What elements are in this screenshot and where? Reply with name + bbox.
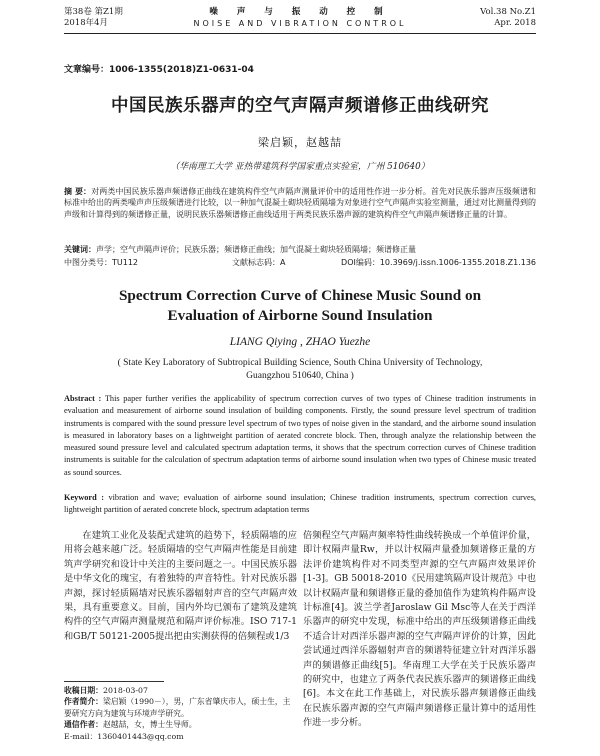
- header-right: [480, 7, 536, 29]
- doi: DOI编码：10.3969/j.issn.1006-1355.2018.Z1.136: [341, 258, 536, 267]
- chinese-authors: 梁启颖，赵越喆: [258, 136, 342, 149]
- chinese-abstract-label: 摘 要：: [64, 187, 92, 196]
- received-value: 2018-03-07: [102, 686, 148, 695]
- english-affiliation: [88, 357, 512, 383]
- chinese-abstract: [64, 186, 536, 220]
- document-code: 文献标志码：A: [232, 258, 286, 267]
- body-column-left: [64, 529, 297, 644]
- english-abstract: [64, 393, 536, 479]
- journal-name-cn: 噪 声 与 振 动 控 制: [209, 7, 391, 17]
- footnote-rule: [64, 681, 164, 682]
- header-center: [165, 7, 435, 29]
- header-rule: [64, 33, 536, 34]
- contact-value: 赵越喆，女，博士生导师。: [102, 720, 197, 730]
- body-column-right: [303, 529, 536, 731]
- chinese-abstract-text: 对两类中国民族乐器声频谱修正曲线在建筑构件空气声隔声测量评价中的适用性作进一步分析。首先对民族乐器声压级频谱和标准中给出的两类噪声声压级频谱进行比较，以一种加气混凝土砌块轻质隔墙为对象进行空气声隔声实验室测量，通过对比测量得到的声级和计算得到的频谱修正量，说明民族乐器频谱修正曲线适用于两类民族乐器声源的建筑构件空气声隔声频谱修正量的计算。: [64, 187, 536, 219]
- author-bio: [64, 696, 298, 719]
- clc-number: 中图分类号：TU112: [64, 258, 139, 267]
- journal-name-en: NOISE AND VIBRATION CONTROL: [193, 19, 407, 28]
- chinese-keywords-label: 关键词：: [64, 245, 96, 254]
- english-affiliation-line1: ( State Key Laboratory of Subtropical Building Science, South China University of Technology,: [117, 358, 483, 368]
- chinese-keywords: [64, 244, 536, 255]
- email: [64, 731, 298, 742]
- english-authors: LIANG Qiying , ZHAO Yuezhe: [229, 336, 371, 348]
- issue-date: 2018年4月: [64, 18, 109, 28]
- email-label: E-mail：: [64, 731, 98, 741]
- received-date: [64, 685, 298, 696]
- english-title-line1: Spectrum Correction Curve of Chinese Music Sound on: [118, 287, 482, 304]
- volume-issue-en: Vol.38 No.Z1: [480, 7, 536, 17]
- english-keywords: [64, 492, 536, 517]
- running-header: [0, 7, 600, 35]
- contact-label: 通信作者：: [64, 720, 103, 730]
- article-number: 文章编号：1006-1355(2018)Z1-0631-04: [64, 65, 254, 75]
- english-title-line2: Evaluation of Airborne Sound Insulation: [167, 307, 433, 324]
- body-paragraph-continued: 倍频程空气声隔声频率特性曲线转换成一个单值评价量，即计权隔声量Rw，并以计权隔声量叠加频谱修正量的方法评价建筑构件对不同类型声源的空气声隔声效果评价[1-3]。GB 50018-2010《民用建筑隔声设计规范》中也以计权隔声量和频谱修正量的叠加值作为建筑构件隔声设计标准[4]。波兰学者Jaroslaw Gil Msc等人在关于西洋乐器声的研究中发现，标准中给出的声压级频谱修正曲线不适合计对西洋乐器声源的空气声隔声评价的计算，因此尝试通过西洋乐器辐射声音的频谱特征建立针对西洋乐器声的频谱修正曲线[5]。华南理工大学在关于民族乐器声的研究中，也建立了两条代表民族乐器声的频谱修正曲线[6]。本文在此工作基础上，对民族乐器声频谱修正曲线在民族乐器声源的空气声隔声频谱修正量计算中的适用性作进一步分析。: [303, 530, 536, 729]
- footnote: [64, 685, 298, 742]
- english-affiliation-line2: Guangzhou 510640, China ): [246, 371, 354, 381]
- email-value: 1360401443@qq.com: [97, 731, 184, 741]
- corresponding-author: [64, 719, 298, 730]
- issue-date-en: Apr. 2018: [494, 18, 536, 28]
- header-left: [64, 7, 123, 29]
- chinese-affiliation: （华南理工大学 亚热带建筑科学国家重点实验室，广州 510640）: [170, 162, 430, 172]
- author-bio-value: 梁启颖（1990－），男，广东省肇庆市人，硕士生，主要研究方向为建筑与环境声学研究。: [64, 697, 291, 718]
- english-abstract-text: This paper further verifies the applicability of spectrum correction curves of two types of Chinese tradition instruments in evaluation and measurement of airborne sound insulation of building components. Firstly, the sound pressure level spectrum of tradition instruments is compared with the sound pressure level spectrum of two types of noise given in the standard, and the airborne sound insulation is measured in laboratory bases on a lightweight partition of aerated concrete block. Then, through analyze the relationship between the measured sound pressure level and calculated spectrum adaptation terms, it shows that the spectrum correction curves of Chinese tradition instruments is suitable for the calculation of spectrum adaptation terms of airborne sound insulation when two types of Chinese music treated as sound sources.: [64, 394, 537, 477]
- english-keywords-label: Keyword :: [64, 493, 104, 502]
- english-abstract-label: Abstract :: [64, 394, 102, 403]
- volume-issue: 第38卷 第Z1期: [64, 7, 123, 17]
- body-paragraph: 在建筑工业化及装配式建筑的趋势下，轻质隔墙的应用将会越来越广泛。轻质隔墙的空气声隔声性能是目前建筑声学研究和设计中关注的主要问题之一。中国民族乐器是中华文化的瑰宝，有着独特的声音特性。针对民族乐器声源，探讨轻质隔墙对民族乐器辐射声音的空气声隔声效果，具有重要意义。目前，国内外均已颁布了建筑及建筑构件的空气声隔声测量规范和隔声评价标准。ISO 717-1和GB/T 50121-2005提出把由实测获得的倍频程或1/3: [64, 530, 297, 642]
- author-bio-label: 作者简介：: [64, 697, 103, 707]
- received-label: 收稿日期：: [64, 686, 103, 695]
- english-title: [64, 286, 536, 326]
- english-keywords-text: vibration and wave; evaluation of airborne sound insulation; Chinese tradition instruments, spectrum correction curves, lightweight partition of aerated concrete block, spectrum adaptation terms: [64, 493, 536, 515]
- chinese-keywords-text: 声学；空气声隔声评价；民族乐器；频谱修正曲线；加气混凝土砌块轻质隔墙；频谱修正量: [96, 245, 416, 254]
- chinese-title: 中国民族乐器声的空气声隔声频谱修正曲线研究: [111, 96, 489, 116]
